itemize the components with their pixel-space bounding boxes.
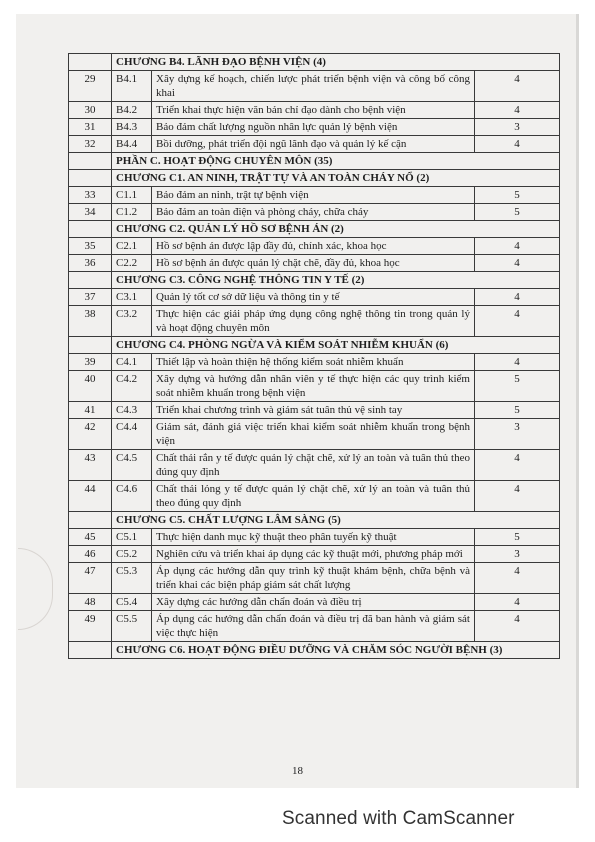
row-number: 36 bbox=[69, 255, 112, 272]
criterion-code: C5.4 bbox=[112, 594, 152, 611]
criterion-code: C5.2 bbox=[112, 546, 152, 563]
criterion-score: 5 bbox=[475, 204, 560, 221]
row-number: 39 bbox=[69, 354, 112, 371]
chapter-heading: CHƯƠNG C2. QUẢN LÝ HỒ SƠ BỆNH ÁN (2) bbox=[112, 221, 560, 238]
heading-spacer-cell bbox=[69, 272, 112, 289]
table-row bbox=[69, 481, 560, 512]
table-row bbox=[69, 450, 560, 481]
criterion-score: 4 bbox=[475, 255, 560, 272]
criterion-code: C3.1 bbox=[112, 289, 152, 306]
row-number: 43 bbox=[69, 450, 112, 481]
criterion-score: 4 bbox=[475, 354, 560, 371]
part-heading: PHẦN C. HOẠT ĐỘNG CHUYÊN MÔN (35) bbox=[112, 153, 560, 170]
heading-spacer-cell bbox=[69, 337, 112, 354]
table-row bbox=[69, 402, 560, 419]
criterion-description: Triển khai chương trình và giám sát tuân thủ vệ sinh tay bbox=[152, 402, 475, 419]
criterion-description: Áp dụng các hướng dẫn quy trình kỹ thuật khám bệnh, chữa bệnh và triển khai các biện pháp giám sát chất lượng bbox=[152, 563, 475, 594]
criterion-code: C2.2 bbox=[112, 255, 152, 272]
row-number: 37 bbox=[69, 289, 112, 306]
criterion-score: 4 bbox=[475, 563, 560, 594]
chapter-heading-row bbox=[69, 272, 560, 289]
criterion-score: 4 bbox=[475, 450, 560, 481]
row-number: 41 bbox=[69, 402, 112, 419]
table-row bbox=[69, 546, 560, 563]
row-number: 29 bbox=[69, 71, 112, 102]
row-number: 34 bbox=[69, 204, 112, 221]
criterion-code: C1.1 bbox=[112, 187, 152, 204]
criterion-description: Bảo đảm an ninh, trật tự bệnh viện bbox=[152, 187, 475, 204]
chapter-heading-row bbox=[69, 54, 560, 71]
criterion-code: B4.2 bbox=[112, 102, 152, 119]
criterion-description: Xây dựng kế hoạch, chiến lược phát triển bệnh viện và công bố công khai bbox=[152, 71, 475, 102]
table-row bbox=[69, 529, 560, 546]
criterion-score: 4 bbox=[475, 71, 560, 102]
criterion-score: 4 bbox=[475, 238, 560, 255]
row-number: 35 bbox=[69, 238, 112, 255]
criterion-description: Chất thải lỏng y tế được quản lý chặt chẽ, xử lý an toàn và tuân thủ theo đúng quy định bbox=[152, 481, 475, 512]
criterion-description: Áp dụng các hướng dẫn chẩn đoán và điều trị đã ban hành và giám sát việc thực hiện bbox=[152, 611, 475, 642]
table-row bbox=[69, 594, 560, 611]
criterion-code: C2.1 bbox=[112, 238, 152, 255]
criterion-score: 3 bbox=[475, 546, 560, 563]
table-row bbox=[69, 611, 560, 642]
criterion-description: Xây dựng và hướng dẫn nhân viên y tế thực hiện các quy trình kiểm soát nhiễm khuẩn trong bệnh viện bbox=[152, 371, 475, 402]
heading-spacer-cell bbox=[69, 54, 112, 71]
table-row bbox=[69, 354, 560, 371]
criterion-description: Thực hiện danh mục kỹ thuật theo phân tuyến kỹ thuật bbox=[152, 529, 475, 546]
chapter-heading-row bbox=[69, 337, 560, 354]
criterion-code: B4.4 bbox=[112, 136, 152, 153]
criterion-code: C4.5 bbox=[112, 450, 152, 481]
row-number: 42 bbox=[69, 419, 112, 450]
criterion-code: B4.1 bbox=[112, 71, 152, 102]
criterion-score: 5 bbox=[475, 371, 560, 402]
chapter-heading: CHƯƠNG C4. PHÒNG NGỪA VÀ KIỂM SOÁT NHIỄM KHUẨN (6) bbox=[112, 337, 560, 354]
criterion-description: Thực hiện các giải pháp ứng dụng công nghệ thông tin trong quản lý và hoạt động chuyên môn bbox=[152, 306, 475, 337]
chapter-heading-row bbox=[69, 170, 560, 187]
row-number: 44 bbox=[69, 481, 112, 512]
criteria-table-body bbox=[69, 54, 560, 659]
criterion-score: 5 bbox=[475, 187, 560, 204]
criterion-description: Chất thải rắn y tế được quản lý chặt chẽ, xử lý an toàn và tuân thủ theo đúng quy định bbox=[152, 450, 475, 481]
criterion-code: B4.3 bbox=[112, 119, 152, 136]
chapter-heading: CHƯƠNG C5. CHẤT LƯỢNG LÂM SÀNG (5) bbox=[112, 512, 560, 529]
page-number: 18 bbox=[292, 765, 303, 777]
table-row bbox=[69, 204, 560, 221]
row-number: 49 bbox=[69, 611, 112, 642]
table-row bbox=[69, 306, 560, 337]
chapter-heading: CHƯƠNG C6. HOẠT ĐỘNG ĐIỀU DƯỠNG VÀ CHĂM SÓC NGƯỜI BỆNH (3) bbox=[112, 642, 560, 659]
table-row bbox=[69, 289, 560, 306]
criterion-code: C4.4 bbox=[112, 419, 152, 450]
criterion-description: Hồ sơ bệnh án được quản lý chặt chẽ, đầy đủ, khoa học bbox=[152, 255, 475, 272]
criterion-score: 3 bbox=[475, 419, 560, 450]
criterion-code: C4.6 bbox=[112, 481, 152, 512]
chapter-heading: CHƯƠNG B4. LÃNH ĐẠO BỆNH VIỆN (4) bbox=[112, 54, 560, 71]
table-row bbox=[69, 136, 560, 153]
criterion-code: C4.3 bbox=[112, 402, 152, 419]
table-row bbox=[69, 371, 560, 402]
chapter-heading-row bbox=[69, 642, 560, 659]
table-row bbox=[69, 187, 560, 204]
criterion-description: Bồi dưỡng, phát triển đội ngũ lãnh đạo và quản lý kế cận bbox=[152, 136, 475, 153]
criterion-description: Quản lý tốt cơ sở dữ liệu và thông tin y tế bbox=[152, 289, 475, 306]
criterion-description: Nghiên cứu và triển khai áp dụng các kỹ thuật mới, phương pháp mới bbox=[152, 546, 475, 563]
criterion-code: C5.3 bbox=[112, 563, 152, 594]
criterion-code: C4.2 bbox=[112, 371, 152, 402]
criterion-score: 4 bbox=[475, 136, 560, 153]
heading-spacer-cell bbox=[69, 221, 112, 238]
criterion-code: C5.1 bbox=[112, 529, 152, 546]
criterion-code: C5.5 bbox=[112, 611, 152, 642]
heading-spacer-cell bbox=[69, 170, 112, 187]
scanner-watermark: Scanned with CamScanner bbox=[282, 808, 515, 829]
criterion-code: C4.1 bbox=[112, 354, 152, 371]
row-number: 33 bbox=[69, 187, 112, 204]
criterion-score: 4 bbox=[475, 289, 560, 306]
table-row bbox=[69, 255, 560, 272]
row-number: 47 bbox=[69, 563, 112, 594]
chapter-heading: CHƯƠNG C1. AN NINH, TRẬT TỰ VÀ AN TOÀN CHÁY NỔ (2) bbox=[112, 170, 560, 187]
criterion-score: 4 bbox=[475, 306, 560, 337]
criterion-score: 3 bbox=[475, 119, 560, 136]
row-number: 32 bbox=[69, 136, 112, 153]
criterion-description: Thiết lập và hoàn thiện hệ thống kiểm soát nhiễm khuẩn bbox=[152, 354, 475, 371]
heading-spacer-cell bbox=[69, 512, 112, 529]
criterion-score: 4 bbox=[475, 102, 560, 119]
criteria-table bbox=[68, 53, 560, 659]
row-number: 48 bbox=[69, 594, 112, 611]
criterion-description: Hồ sơ bệnh án được lập đầy đủ, chính xác, khoa học bbox=[152, 238, 475, 255]
row-number: 45 bbox=[69, 529, 112, 546]
row-number: 31 bbox=[69, 119, 112, 136]
chapter-heading-row bbox=[69, 221, 560, 238]
page-edge bbox=[576, 14, 579, 788]
table-row bbox=[69, 102, 560, 119]
heading-spacer-cell bbox=[69, 153, 112, 170]
criterion-description: Giám sát, đánh giá việc triển khai kiểm soát nhiễm khuẩn trong bệnh viện bbox=[152, 419, 475, 450]
table-row bbox=[69, 563, 560, 594]
table-row bbox=[69, 119, 560, 136]
part-heading-row bbox=[69, 153, 560, 170]
criterion-score: 5 bbox=[475, 529, 560, 546]
criterion-score: 5 bbox=[475, 402, 560, 419]
criterion-code: C1.2 bbox=[112, 204, 152, 221]
chapter-heading-row bbox=[69, 512, 560, 529]
chapter-heading: CHƯƠNG C3. CÔNG NGHỆ THÔNG TIN Y TẾ (2) bbox=[112, 272, 560, 289]
criterion-score: 4 bbox=[475, 481, 560, 512]
criterion-description: Triển khai thực hiện văn bản chỉ đạo dành cho bệnh viện bbox=[152, 102, 475, 119]
criterion-description: Bảo đảm an toàn điện và phòng cháy, chữa cháy bbox=[152, 204, 475, 221]
table-row bbox=[69, 419, 560, 450]
row-number: 30 bbox=[69, 102, 112, 119]
criterion-description: Bảo đảm chất lượng nguồn nhân lực quản lý bệnh viện bbox=[152, 119, 475, 136]
table-row bbox=[69, 238, 560, 255]
criterion-score: 4 bbox=[475, 611, 560, 642]
table-row bbox=[69, 71, 560, 102]
row-number: 40 bbox=[69, 371, 112, 402]
criterion-description: Xây dựng các hướng dẫn chẩn đoán và điều trị bbox=[152, 594, 475, 611]
heading-spacer-cell bbox=[69, 642, 112, 659]
row-number: 38 bbox=[69, 306, 112, 337]
criterion-code: C3.2 bbox=[112, 306, 152, 337]
criterion-score: 4 bbox=[475, 594, 560, 611]
row-number: 46 bbox=[69, 546, 112, 563]
